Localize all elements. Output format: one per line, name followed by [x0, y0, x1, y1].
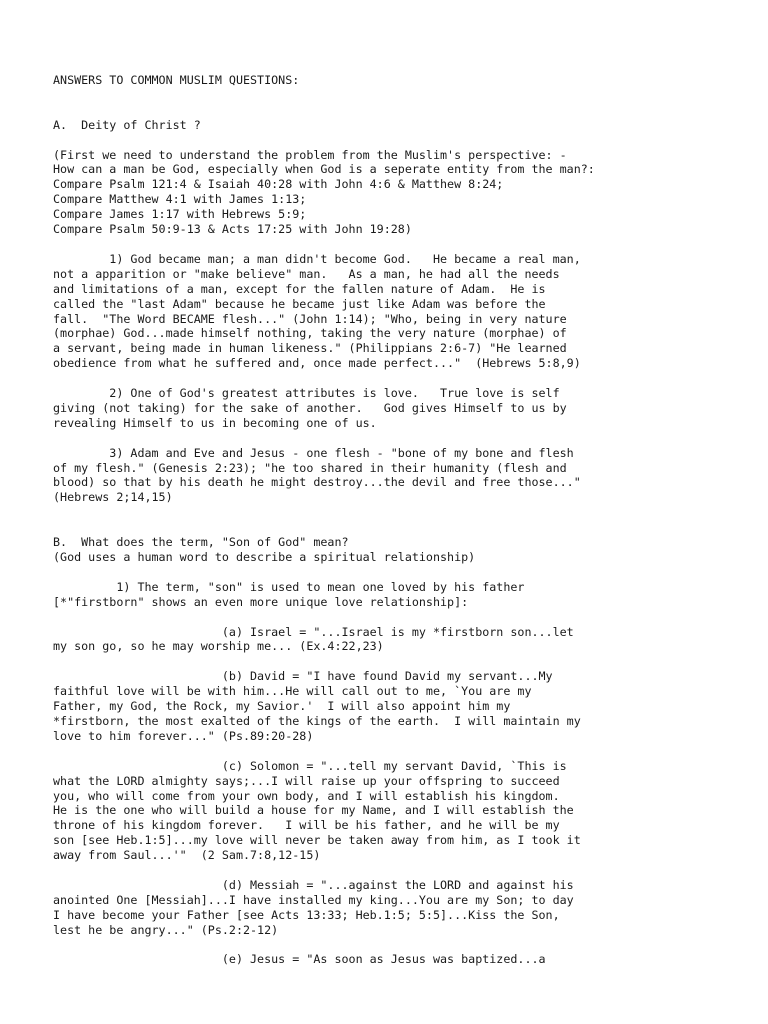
- document-title: ANSWERS TO COMMON MUSLIM QUESTIONS:: [53, 73, 300, 87]
- section-b-item-c: (c) Solomon = "...tell my servant David, `This is what the LORD almighty says;...I will raise up your offspring to succeed you, who will come from your own body, and I will establish his kingdom. He is the one who will build a house for my Name, and I will establish the throne of his kingdom forever. I will be his father, and he will be my son [see Heb.1:5]...my love will never be taken away from him, as I took it away from Saul...'" (2 Sam.7:8,12-15): [53, 758, 581, 863]
- document-text: [53, 73, 595, 967]
- section-b-item-b: (b) David = "I have found David my servant...My faithful love will be with him...He will call out to me, `You are my Father, my God, the Rock, my Savior.' I will also appoint him my *firstborn, the most exalted of the kings of the earth. I will maintain my love to him forever..." (Ps.89:20-28): [53, 669, 581, 743]
- section-a-point-1: 1) God became man; a man didn't become God. He became a real man, not a apparition or "make believe" man. As a man, he had all the needs and limitations of a man, except for the fallen nature of Adam. He is called the "last Adam" because he became just like Adam was before the fall. "The Word BECAME flesh..." (John 1:14); "Who, being in very nature (morphae) God...made himself nothing, taking the very nature (morphae) of a servant, being made in human likeness." (Philippians 2:6-7) "He learned obedience from what he suffered and, once made perfect..." (Hebrews 5:8,9): [53, 251, 581, 371]
- section-b-item-a: (a) Israel = "...Israel is my *firstborn son...let my son go, so he may worship me... (Ex.4:22,23): [53, 624, 574, 654]
- section-a-heading: A. Deity of Christ ?: [53, 117, 201, 132]
- section-b-point-1: 1) The term, "son" is used to mean one loved by his father [*"firstborn" shows an even more unique love relationship]:: [53, 579, 525, 609]
- section-a-point-2: 2) One of God's greatest attributes is love. True love is self giving (not taking) for the sake of another. God gives Himself to us by revealing Himself to us in becoming one of us.: [53, 386, 567, 430]
- section-b-item-d: (d) Messiah = "...against the LORD and against his anointed One [Messiah]...I have installed my king...You are my Son; to day I have become your Father [see Acts 13:33; Heb.1:5; 5:5]...Kiss the Son, lest he be angry..." (Ps.2:2-12): [53, 877, 574, 937]
- section-a-point-3: 3) Adam and Eve and Jesus - one flesh - "bone of my bone and flesh of my flesh." (Genesis 2:23); "he too shared in their humanity (flesh and blood) so that by his death he might destroy...the devil and free those..." (Hebrews 2;14,15): [53, 445, 581, 505]
- section-a-intro: (First we need to understand the problem from the Muslim's perspective: - How can a man be God, especially when God is a seperate entity from the man?: Compare Psalm 121:4 & Isaiah 40:28 with John 4:6 & Matthew 8:24; Compare Matthew 4:1 with James 1:13; Compare James 1:17 with Hebrews 5:9; Compare Psalm 50:9-13 & Acts 17:25 with John 19:28): [53, 147, 595, 237]
- section-b-item-e: (e) Jesus = "As soon as Jesus was baptized...a: [53, 952, 546, 967]
- section-b-heading: B. What does the term, "Son of God" mean? (God uses a human word to describe a spiritual relationship): [53, 535, 476, 564]
